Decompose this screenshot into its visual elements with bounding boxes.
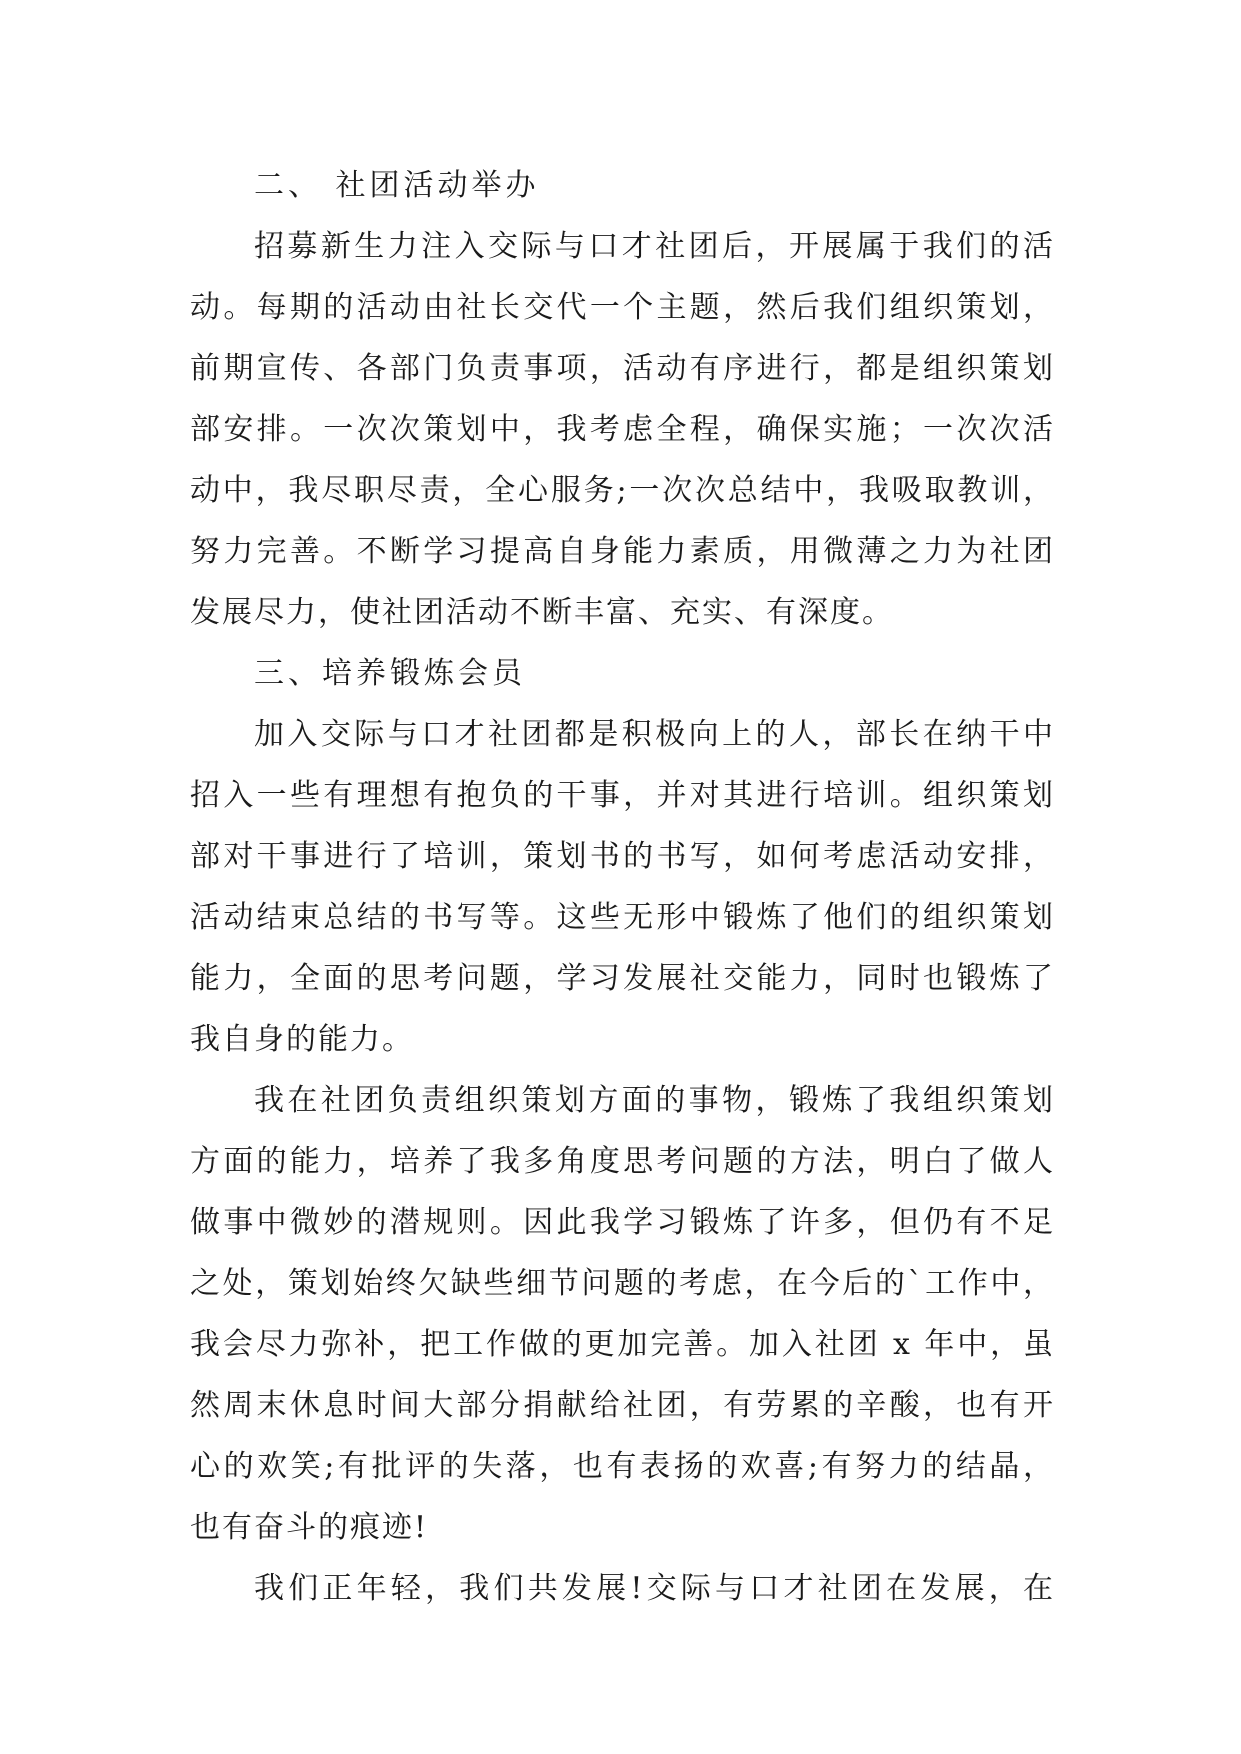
- paragraph-line: 也有奋斗的痕迹!: [190, 1510, 429, 1545]
- paragraph-line: 前期宣传、各部门负责事项，活动有序进行，都是组织策划: [190, 351, 1055, 386]
- paragraph-line: 努力完善。不断学习提高自身能力素质，用微薄之力为社团: [190, 534, 1055, 569]
- paragraph-line: 动。每期的活动由社长交代一个主题，然后我们组织策划，: [190, 290, 1055, 325]
- paragraph-line: 我在社团负责组织策划方面的事物，锻炼了我组织策划: [254, 1083, 1055, 1118]
- paragraph-line: 方面的能力，培养了我多角度思考问题的方法，明白了做人: [190, 1144, 1055, 1179]
- paragraph-line: 之处，策划始终欠缺些细节问题的考虑，在今后的`工作中，: [190, 1266, 1055, 1301]
- paragraph-closing: [190, 1558, 1055, 1619]
- paragraph-line: 心的欢笑;有批评的失落，也有表扬的欢喜;有努力的结晶，: [190, 1449, 1055, 1484]
- paragraph-line: 加入交际与口才社团都是积极向上的人，部长在纳干中: [254, 717, 1055, 752]
- section-heading-activities: 二、 社团活动举办: [254, 168, 540, 203]
- paragraph-line: 我会尽力弥补，把工作做的更加完善。加入社团 x 年中，虽: [190, 1327, 1055, 1362]
- paragraph-line: 招募新生力注入交际与口才社团后，开展属于我们的活: [254, 229, 1055, 264]
- paragraph-line: 部对干事进行了培训，策划书的书写，如何考虑活动安排，: [190, 839, 1055, 874]
- paragraph-activities: [190, 216, 1055, 643]
- paragraph-line: 我自身的能力。: [190, 1022, 414, 1057]
- paragraph-line: 我们正年轻，我们共发展!交际与口才社团在发展，在: [254, 1571, 1055, 1606]
- paragraph-line: 部安排。一次次策划中，我考虑全程，确保实施；一次次活: [190, 412, 1055, 447]
- paragraph-line: 发展尽力，使社团活动不断丰富、充实、有深度。: [190, 595, 894, 630]
- paragraph-line: 然周末休息时间大部分捐献给社团，有劳累的辛酸，也有开: [190, 1388, 1055, 1423]
- paragraph-line: 动中，我尽职尽责，全心服务;一次次总结中，我吸取教训，: [190, 473, 1055, 508]
- paragraph-personal-growth: [190, 1070, 1055, 1558]
- section-heading-training: 三、培养锻炼会员: [254, 656, 526, 691]
- document-body: [190, 155, 1055, 1619]
- paragraph-line: 能力，全面的思考问题，学习发展社交能力，同时也锻炼了: [190, 961, 1055, 996]
- paragraph-line: 活动结束总结的书写等。这些无形中锻炼了他们的组织策划: [190, 900, 1055, 935]
- paragraph-line: 招入一些有理想有抱负的干事，并对其进行培训。组织策划: [190, 778, 1055, 813]
- paragraph-training-members: [190, 704, 1055, 1070]
- paragraph-line: 做事中微妙的潜规则。因此我学习锻炼了许多，但仍有不足: [190, 1205, 1055, 1240]
